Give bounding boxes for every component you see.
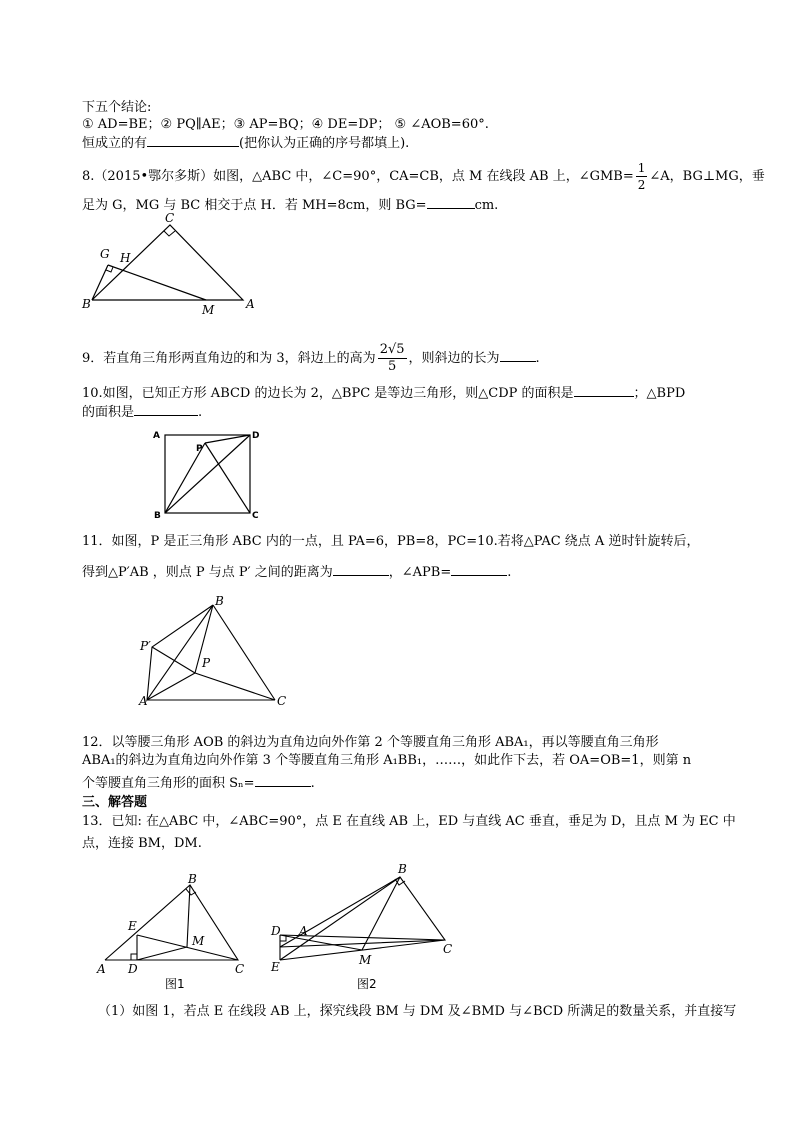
answer-blank[interactable]: [333, 563, 389, 576]
q10-figure: [150, 425, 270, 520]
q12-line1: 12．以等腰三角形 AOB 的斜边为直角边向外作第 2 个等腰直角三角形 ABA₁，再以等腰直角三角形: [82, 735, 659, 750]
q10-line2: [82, 403, 202, 421]
q13-fig1-caption: 图1: [165, 977, 185, 991]
q12-line3-b: .: [310, 776, 315, 791]
q13-fig2-label-d: D: [271, 924, 281, 938]
q10-line2-b: .: [198, 405, 203, 420]
q13-fig2-label-b: B: [398, 862, 407, 876]
q12-line3: [82, 774, 315, 792]
q11-line1: 11．如图，P 是正三角形 ABC 内的一点，且 PA=6，PB=8，PC=10.若将△PAC 绕点 A 逆时针旋转后，: [82, 534, 700, 549]
q8-label-h: H: [120, 251, 131, 265]
q8-text-a: 8.（2015•鄂尔多斯）如图，△ABC 中，∠C=90°，CA=CB，点 M 在线段 AB 上，∠GMB=: [82, 169, 634, 184]
q8-line2-a: 足为 G，MG 与 BC 相交于点 H．若 MH=8cm，则 BG=: [82, 198, 427, 213]
q13-figure-2: [265, 855, 465, 995]
q9-frac-den: 5: [387, 359, 397, 374]
q13-fig1-label-m: M: [192, 934, 205, 948]
section-title: 三、解答题: [82, 795, 148, 810]
q11-line2: [82, 563, 511, 581]
q11-label-p: P: [202, 656, 211, 670]
q12-line3-a: 个等腰直角三角形的面积 Sₙ=: [82, 776, 255, 791]
intro-line1: 下五个结论:: [82, 100, 152, 115]
q13-fig1-label-b: B: [188, 872, 197, 886]
q10-line2-a: 的面积是: [82, 405, 135, 420]
q10-label-c: C: [252, 511, 259, 521]
q11-line2-a: 得到△P′AB ，则点 P 与点 P′ 之间的距离为: [82, 565, 333, 580]
q13-fig1-label-d: D: [128, 962, 138, 976]
q8-line2-b: cm.: [474, 198, 499, 213]
q11-label-p-prime: P′: [140, 639, 151, 653]
q10-line1-b: ；△BPD: [633, 386, 686, 401]
q9-fraction: [378, 342, 407, 375]
q8-label-c: C: [165, 211, 175, 225]
q10-label-b: B: [154, 511, 161, 521]
q11-label-c: C: [277, 694, 287, 708]
q13-fig1-label-e: E: [128, 919, 137, 933]
intro-line3: [82, 134, 409, 152]
q11-figure: [135, 595, 295, 710]
q8-label-b: B: [82, 297, 91, 311]
q8-line1: [82, 160, 765, 193]
intro-line2: ① AD=BE；② PQ∥AE；③ AP=BQ；④ DE=DP； ⑤ ∠AOB=60°.: [82, 117, 489, 132]
q10-label-a: A: [153, 431, 160, 441]
q8-label-m: M: [202, 303, 215, 317]
q13-fig1-label-c: C: [235, 962, 245, 976]
q10-label-p: P: [196, 444, 203, 454]
q8-figure: [80, 210, 260, 320]
q11-line2-c: .: [507, 565, 512, 580]
q9-text-a: 9．若直角三角形两直角边的和为 3，斜边上的高为: [82, 351, 376, 366]
q9-frac-num: 2√5: [379, 342, 405, 357]
q11-label-a: A: [139, 694, 148, 708]
q13-fig2-label-e: E: [271, 960, 280, 974]
answer-blank[interactable]: [134, 403, 198, 416]
q8-label-a: A: [246, 297, 255, 311]
q13-line1: 13．已知: 在△ABC 中，∠ABC=90°，点 E 在直线 AB 上，ED 与直线 AC 垂直，垂足为 D，且点 M 为 EC 中: [82, 814, 736, 829]
answer-blank[interactable]: [451, 563, 507, 576]
q13-fig2-label-a: A: [299, 924, 308, 938]
answer-blank[interactable]: [427, 196, 475, 209]
q13-line2: 点，连接 BM，DM.: [82, 836, 202, 851]
q13-fig2-label-c: C: [443, 942, 453, 956]
q12-line2: ABA₁的斜边为直角边向外作第 3 个等腰直角三角形 A₁BB₁，……，如此作下去，若 OA=OB=1，则第 n: [82, 753, 692, 768]
q13-part1: （1）如图 1，若点 E 在线段 AB 上，探究线段 BM 与 DM 及∠BMD 与∠BCD 所满足的数量关系，并直接写: [98, 1004, 737, 1019]
answer-blank[interactable]: [500, 349, 536, 362]
q10-line1: [82, 384, 685, 402]
q8-label-g: G: [100, 247, 110, 261]
q13-fig2-caption: 图2: [357, 977, 377, 991]
q9-line: [82, 342, 540, 375]
q8-fraction: [636, 160, 648, 193]
answer-blank[interactable]: [255, 774, 311, 787]
answer-blank[interactable]: [147, 134, 239, 147]
intro-line3-after: (把你认为正确的序号都填上).: [239, 136, 410, 151]
q9-text-c: .: [535, 351, 540, 366]
q10-label-d: D: [252, 431, 260, 441]
q13-fig2-label-m: M: [359, 953, 372, 967]
answer-blank[interactable]: [574, 384, 634, 397]
q10-line1-a: 10.如图，已知正方形 ABCD 的边长为 2，△BPC 是等边三角形，则△CDP 的面积是: [82, 386, 574, 401]
q13-figure-1: [95, 872, 255, 991]
q13-fig1-label-a: A: [97, 962, 106, 976]
q11-label-b: B: [215, 594, 224, 608]
q8-frac-num: 1: [637, 161, 646, 175]
q11-line2-b: ，∠APB=: [388, 565, 452, 580]
q8-frac-den: 2: [637, 178, 646, 192]
q9-text-b: ，则斜边的长为: [408, 351, 500, 366]
q8-text-b: ∠A，BG⊥MG，垂: [649, 169, 765, 184]
intro-line3-before: 恒成立的有: [82, 136, 148, 151]
